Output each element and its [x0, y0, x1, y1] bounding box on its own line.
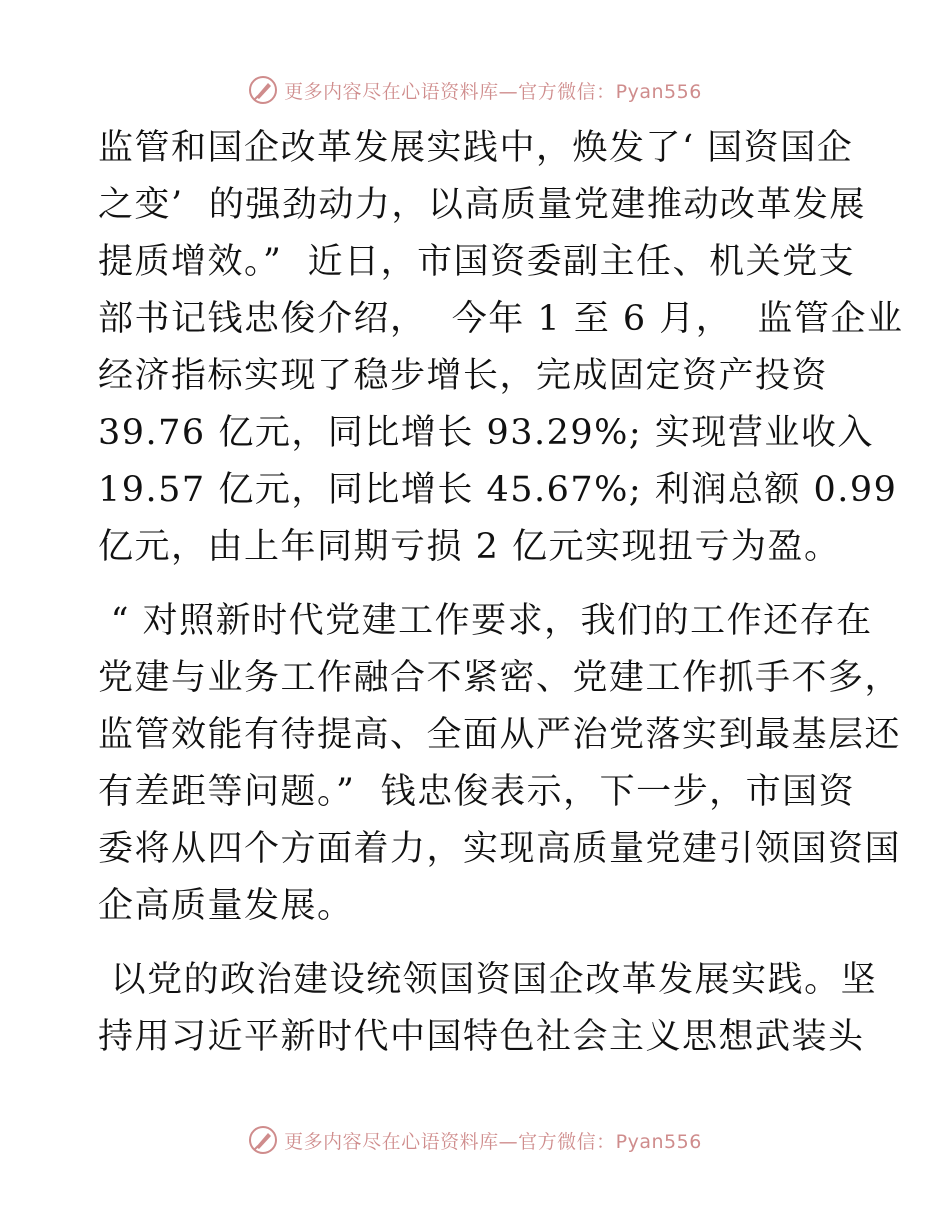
- text-line: 19.57 亿元，同比增长 45.67%; 利润总额 0.99: [98, 470, 898, 510]
- text-line: “ 对照新时代党建工作要求，我们的工作还存在: [98, 601, 873, 641]
- text-line: 持用习近平新时代中国特色社会主义思想武装头: [98, 1017, 865, 1057]
- feather-quill-icon: [248, 75, 278, 105]
- text-line: 亿元，由上年同期亏损 2 亿元实现扭亏为盈。: [98, 527, 841, 567]
- watermark-header: [0, 70, 950, 110]
- watermark-text: 更多内容尽在心语资料库—官方微信：Pyan556: [284, 1130, 702, 1153]
- paragraph: [98, 593, 902, 935]
- text-line: 企高质量发展。: [98, 886, 354, 926]
- paragraph: [98, 952, 878, 1066]
- paragraph: [98, 120, 904, 576]
- text-line: 经济指标实现了稳步增长，完成固定资产投资: [98, 356, 829, 396]
- text-line: 部书记钱忠俊介绍， 今年 1 至 6 月， 监管企业: [98, 299, 904, 339]
- text-line: 提质增效。” 近日，市国资委副主任、机关党支: [98, 242, 856, 282]
- text-line: 有差距等问题。” 钱忠俊表示，下一步，市国资: [98, 772, 856, 812]
- text-line: 以党的政治建设统领国资国企改革发展实践。坚: [98, 960, 878, 1000]
- paragraph-gap: [98, 576, 858, 593]
- text-line: 监管效能有待提高、全面从严治党落实到最基层还: [98, 715, 902, 755]
- document-body: [98, 120, 904, 1066]
- watermark-text: 更多内容尽在心语资料库—官方微信：Pyan556: [284, 80, 702, 103]
- paragraph-gap: [98, 935, 858, 952]
- text-line: 监管和国企改革发展实践中，焕发了‘ 国资国企: [98, 128, 854, 168]
- watermark-footer: [0, 1120, 950, 1160]
- feather-quill-icon: [248, 1125, 278, 1155]
- text-line: 委将从四个方面着力，实现高质量党建引领国资国: [98, 829, 902, 869]
- text-line: 之变’ 的强劲动力，以高质量党建推动改革发展: [98, 185, 866, 225]
- text-line: 39.76 亿元，同比增长 93.29%; 实现营业收入: [98, 413, 874, 453]
- text-line: 党建与业务工作融合不紧密、党建工作抓手不多，: [98, 658, 902, 698]
